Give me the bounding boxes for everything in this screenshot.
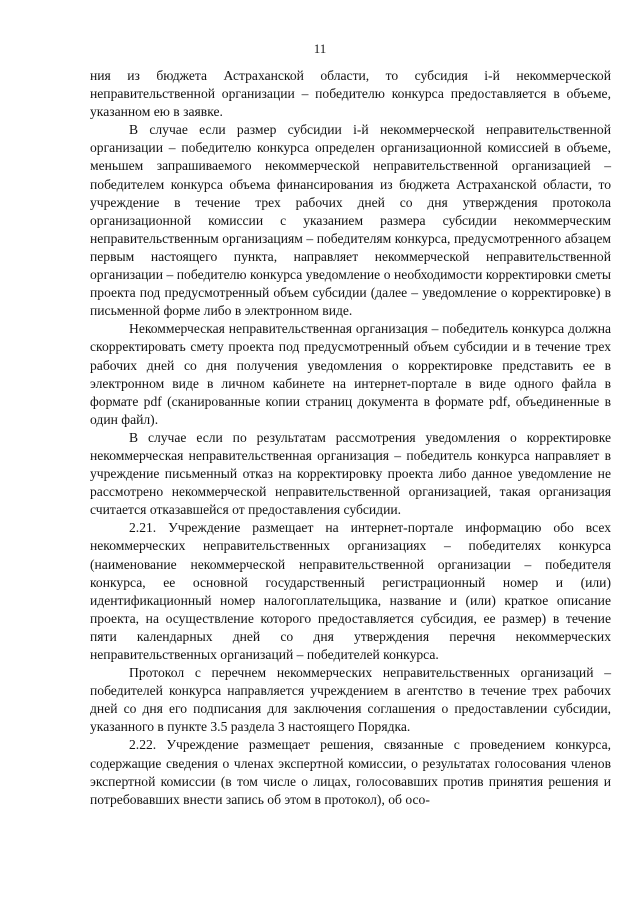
paragraph-budget-correction: Некоммерческая неправительственная организация – победитель конкурса должна скорректировать смету проекта под предусмотренный объем субсидии и в течение трех рабочих дней со дня получения уведомления о корректировке представить ее в электронном виде в личном кабинете на интернет-портале в виде одного файла в формате pdf (сканированные копии страниц документа в формате pdf, объединенные в один файл).: [90, 321, 611, 427]
document-body: [90, 67, 611, 809]
paragraph-protocol: Протокол с перечнем некоммерческих неправительственных организаций – победителей конкурса направляется учреждением в агентство в течение трех рабочих дней со дня его подписания для заключения соглашения о предоставлении субсидии, указанного в пункте 3.5 раздела 3 настоящего Порядка.: [90, 665, 611, 735]
page-number: 11: [313, 41, 327, 56]
paragraph-refusal: В случае если по результатам рассмотрения уведомления о корректировке некоммерческая неправительственная организация – победитель конкурса направляет в учреждение письменный отказ на корректировку проекта либо данное уведомление не рассмотрено некоммерческой неправительственной организацией, такая организация считается отказавшейся от предоставления субсидии.: [90, 429, 611, 518]
paragraph-continuation: ния из бюджета Астраханской области, то субсидия i-й некоммерческой неправительственной организации – победителю конкурса предоставляется в объеме, указанном ею в заявке.: [90, 68, 611, 120]
paragraph-subsidy-adjustment: В случае если размер субсидии i-й некоммерческой неправительственной организации – победителю конкурса определен организационной комиссией в объеме, меньшем запрашиваемого некоммерческой неправительственной организацией – победителем конкурса объема финансирования из бюджета Астраханской области, то учреждение в течение трех рабочих дней со дня утверждения протокола организационной комиссии с указанием размера субсидии некоммерческим неправительственным организациям – победителям конкурса, предусмотренного абзацем первым настоящего пункта, направляет некоммерческой неправительственной организации – победителю конкурса уведомление о необходимости корректировки сметы проекта под предусмотренный объем субсидии (далее – уведомление о корректировке) в письменной форме либо в электронном виде.: [90, 122, 611, 319]
paragraph-2-21: 2.21. Учреждение размещает на интернет-портале информацию обо всех некоммерческих неправительственных организациях – победителях конкурса (наименование некоммерческой неправительственной организации – победителя конкурса, ее основной государственный регистрационный номер и (или) идентификационный номер налогоплательщика, название и (или) краткое описание проекта, на осуществление которого предоставляется субсидия, ее размер) в течение пяти календарных дней со дня утверждения перечня некоммерческих неправительственных организаций – победителей конкурса.: [90, 520, 611, 662]
paragraph-2-22: 2.22. Учреждение размещает решения, связанные с проведением конкурса, содержащие сведения о членах экспертной комиссии, о результатах голосования членов экспертной комиссии (в том числе о лицах, голосовавших против принятия решения и потребовавших внести запись об этом в протокол), об осо-: [90, 737, 611, 807]
